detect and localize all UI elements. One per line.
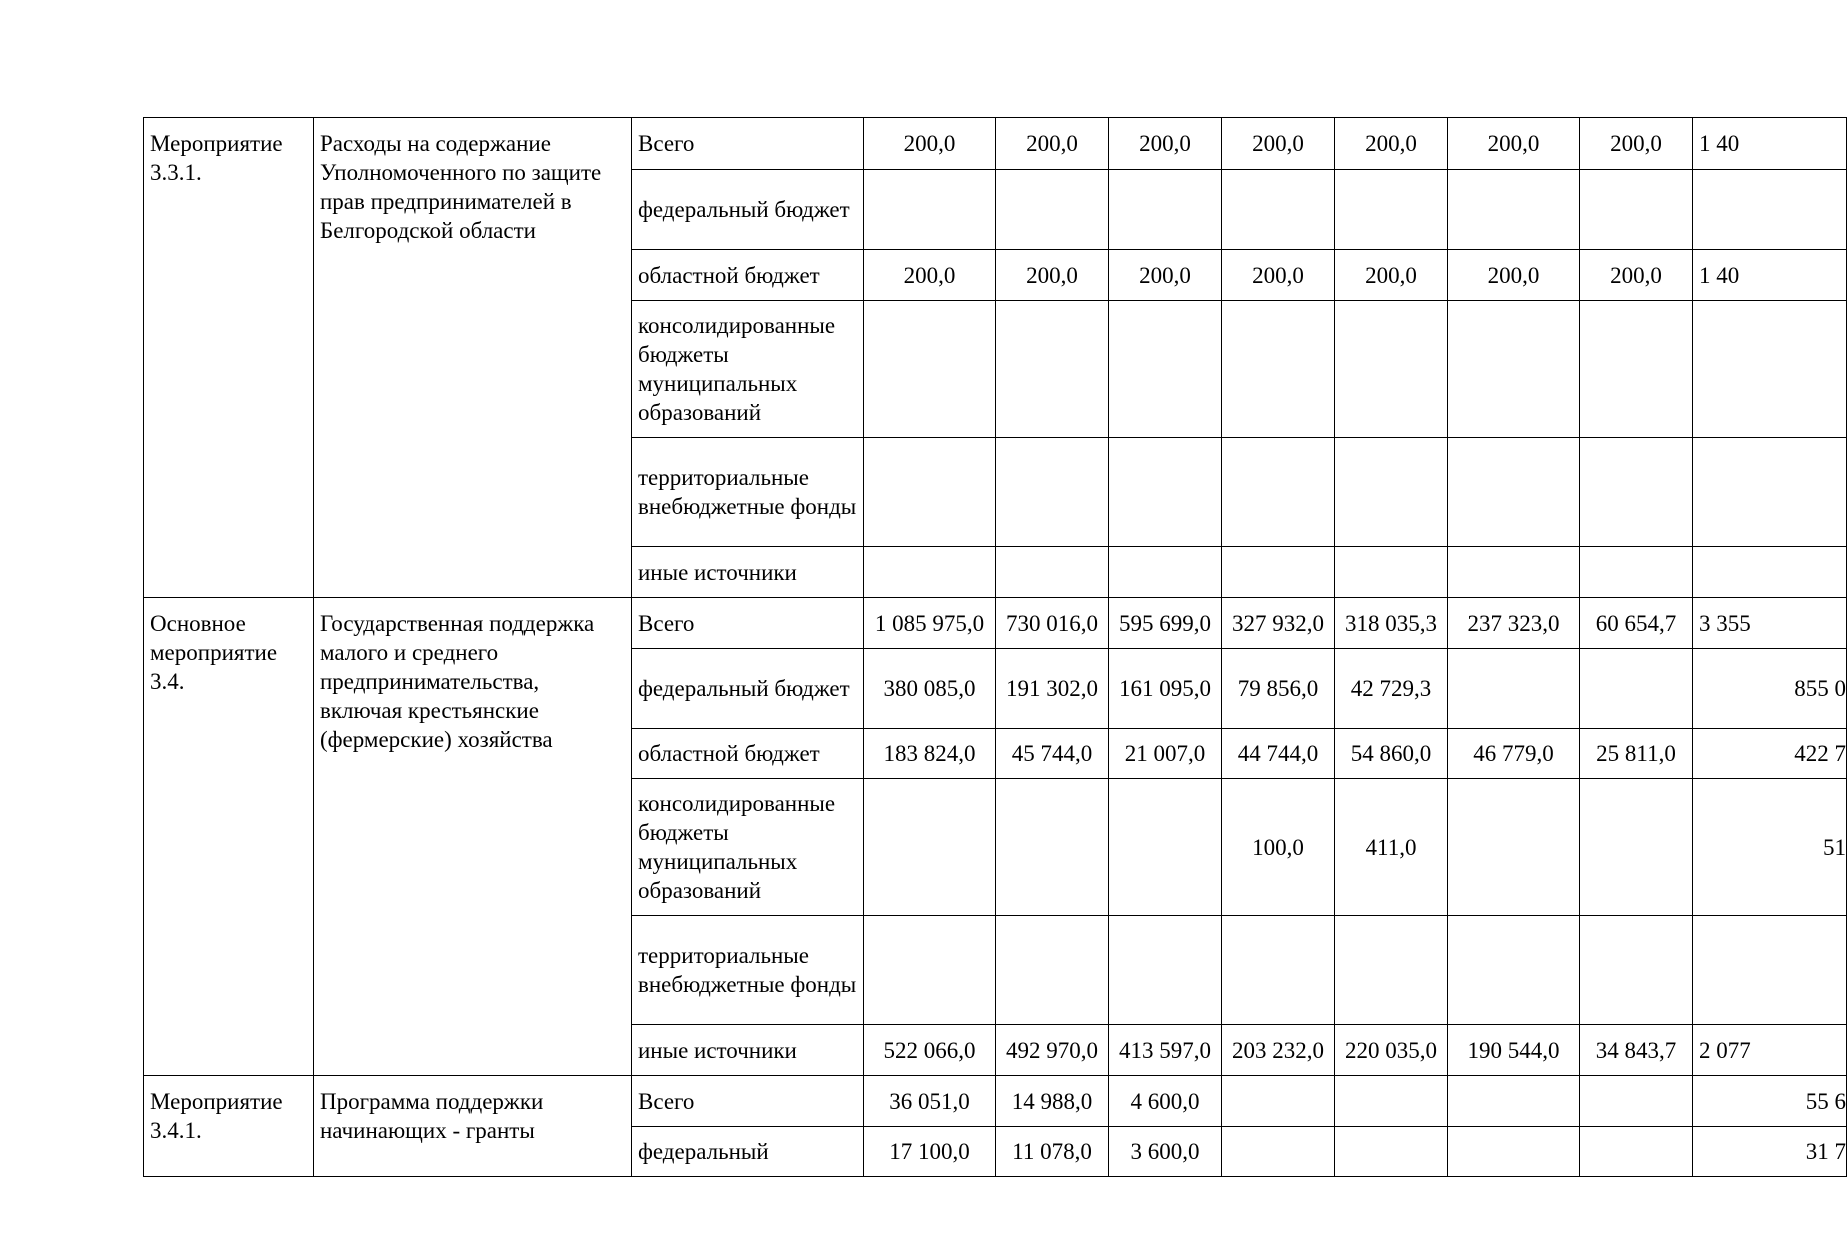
value-cell: 60 654,7 (1580, 598, 1693, 649)
value-cell (1580, 916, 1693, 1025)
value-cell (1448, 438, 1580, 547)
value-cell: 203 232,0 (1222, 1025, 1335, 1076)
value-cell (1222, 1076, 1335, 1127)
value-cell (1448, 1127, 1580, 1177)
source-label: территориальные внебюджетные фонды (632, 438, 864, 547)
value-cell (1335, 301, 1448, 438)
value-cell: 237 323,0 (1448, 598, 1580, 649)
value-cell (996, 916, 1109, 1025)
value-cell: 4 600,0 (1109, 1076, 1222, 1127)
total-cell (1693, 301, 1847, 438)
value-cell: 200,0 (1222, 250, 1335, 301)
value-cell (1335, 1076, 1448, 1127)
value-cell (1109, 301, 1222, 438)
value-cell (1448, 547, 1580, 598)
value-cell: 3 600,0 (1109, 1127, 1222, 1177)
value-cell (1109, 916, 1222, 1025)
source-label: Всего (632, 598, 864, 649)
value-cell: 595 699,0 (1109, 598, 1222, 649)
source-label: Всего (632, 118, 864, 170)
table-row (144, 118, 1847, 170)
value-cell (1448, 916, 1580, 1025)
value-cell: 25 811,0 (1580, 729, 1693, 779)
value-cell (1448, 649, 1580, 729)
total-cell (1693, 438, 1847, 547)
total-cell (1693, 547, 1847, 598)
value-cell: 730 016,0 (996, 598, 1109, 649)
value-cell: 14 988,0 (996, 1076, 1109, 1127)
value-cell (1580, 1127, 1693, 1177)
value-cell (996, 547, 1109, 598)
value-cell: 200,0 (1448, 250, 1580, 301)
source-label: федеральный бюджет (632, 649, 864, 729)
value-cell (864, 779, 996, 916)
total-cell: 31 7 (1693, 1127, 1847, 1177)
value-cell: 36 051,0 (864, 1076, 996, 1127)
table-row (144, 1076, 1847, 1127)
value-cell: 200,0 (1448, 118, 1580, 170)
budget-table (143, 117, 1847, 1177)
total-cell: 1 40 (1693, 118, 1847, 170)
value-cell: 380 085,0 (864, 649, 996, 729)
value-cell (1222, 547, 1335, 598)
value-cell (1335, 438, 1448, 547)
value-cell: 200,0 (864, 118, 996, 170)
value-cell: 318 035,3 (1335, 598, 1448, 649)
source-label: Всего (632, 1076, 864, 1127)
value-cell (1109, 438, 1222, 547)
total-cell: 1 40 (1693, 250, 1847, 301)
value-cell (1448, 170, 1580, 250)
value-cell (1448, 301, 1580, 438)
measure-code: Мероприятие 3.4.1. (144, 1076, 314, 1177)
measure-code: Мероприятие 3.3.1. (144, 118, 314, 598)
value-cell: 79 856,0 (1222, 649, 1335, 729)
value-cell: 44 744,0 (1222, 729, 1335, 779)
value-cell: 200,0 (1580, 118, 1693, 170)
source-label: консолидированные бюджеты муниципальных образований (632, 301, 864, 438)
value-cell (1222, 301, 1335, 438)
value-cell (1222, 916, 1335, 1025)
value-cell: 327 932,0 (1222, 598, 1335, 649)
value-cell: 200,0 (1335, 250, 1448, 301)
value-cell (1222, 1127, 1335, 1177)
value-cell: 200,0 (1335, 118, 1448, 170)
value-cell (864, 301, 996, 438)
value-cell (996, 301, 1109, 438)
total-cell (1693, 170, 1847, 250)
value-cell: 200,0 (996, 118, 1109, 170)
value-cell: 34 843,7 (1580, 1025, 1693, 1076)
value-cell: 411,0 (1335, 779, 1448, 916)
value-cell (864, 170, 996, 250)
value-cell: 200,0 (1109, 250, 1222, 301)
value-cell: 183 824,0 (864, 729, 996, 779)
value-cell: 200,0 (1222, 118, 1335, 170)
source-label: консолидированные бюджеты муниципальных образований (632, 779, 864, 916)
value-cell (864, 438, 996, 547)
value-cell (996, 170, 1109, 250)
value-cell (1580, 649, 1693, 729)
value-cell (1109, 547, 1222, 598)
total-cell: 51 (1693, 779, 1847, 916)
value-cell: 492 970,0 (996, 1025, 1109, 1076)
value-cell (1222, 170, 1335, 250)
measure-code: Основное мероприятие 3.4. (144, 598, 314, 1076)
value-cell (1448, 779, 1580, 916)
measure-name: Расходы на содержание Уполномоченного по защите прав предпринимателей в Белгородской области (314, 118, 632, 598)
total-cell: 855 0 (1693, 649, 1847, 729)
value-cell: 45 744,0 (996, 729, 1109, 779)
value-cell (1222, 438, 1335, 547)
value-cell (1335, 1127, 1448, 1177)
source-label: областной бюджет (632, 729, 864, 779)
table-row (144, 598, 1847, 649)
value-cell: 413 597,0 (1109, 1025, 1222, 1076)
source-label: территориальные внебюджетные фонды (632, 916, 864, 1025)
value-cell (1580, 1076, 1693, 1127)
value-cell (1580, 301, 1693, 438)
total-cell: 55 6 (1693, 1076, 1847, 1127)
measure-name: Государственная поддержка малого и среднего предпринимательства, включая крестьянские (фермерские) хозяйства (314, 598, 632, 1076)
value-cell: 46 779,0 (1448, 729, 1580, 779)
value-cell (1580, 547, 1693, 598)
value-cell (1580, 779, 1693, 916)
value-cell: 42 729,3 (1335, 649, 1448, 729)
measure-name: Программа поддержки начинающих - гранты (314, 1076, 632, 1177)
total-cell: 3 355 (1693, 598, 1847, 649)
value-cell: 100,0 (1222, 779, 1335, 916)
source-label: федеральный бюджет (632, 170, 864, 250)
total-cell (1693, 916, 1847, 1025)
value-cell (1580, 438, 1693, 547)
value-cell (1335, 170, 1448, 250)
value-cell: 191 302,0 (996, 649, 1109, 729)
value-cell (1109, 170, 1222, 250)
value-cell: 161 095,0 (1109, 649, 1222, 729)
value-cell (1448, 1076, 1580, 1127)
value-cell: 200,0 (996, 250, 1109, 301)
value-cell: 200,0 (1109, 118, 1222, 170)
total-cell: 2 077 (1693, 1025, 1847, 1076)
value-cell (1109, 779, 1222, 916)
source-label: иные источники (632, 1025, 864, 1076)
value-cell (864, 916, 996, 1025)
value-cell: 522 066,0 (864, 1025, 996, 1076)
value-cell: 200,0 (864, 250, 996, 301)
value-cell: 200,0 (1580, 250, 1693, 301)
value-cell: 54 860,0 (1335, 729, 1448, 779)
value-cell (1335, 916, 1448, 1025)
value-cell: 190 544,0 (1448, 1025, 1580, 1076)
value-cell (996, 779, 1109, 916)
value-cell (1580, 170, 1693, 250)
value-cell (864, 547, 996, 598)
source-label: иные источники (632, 547, 864, 598)
source-label: областной бюджет (632, 250, 864, 301)
value-cell: 17 100,0 (864, 1127, 996, 1177)
value-cell: 220 035,0 (1335, 1025, 1448, 1076)
value-cell: 11 078,0 (996, 1127, 1109, 1177)
source-label: федеральный (632, 1127, 864, 1177)
value-cell (996, 438, 1109, 547)
total-cell: 422 7 (1693, 729, 1847, 779)
value-cell (1335, 547, 1448, 598)
value-cell: 1 085 975,0 (864, 598, 996, 649)
value-cell: 21 007,0 (1109, 729, 1222, 779)
